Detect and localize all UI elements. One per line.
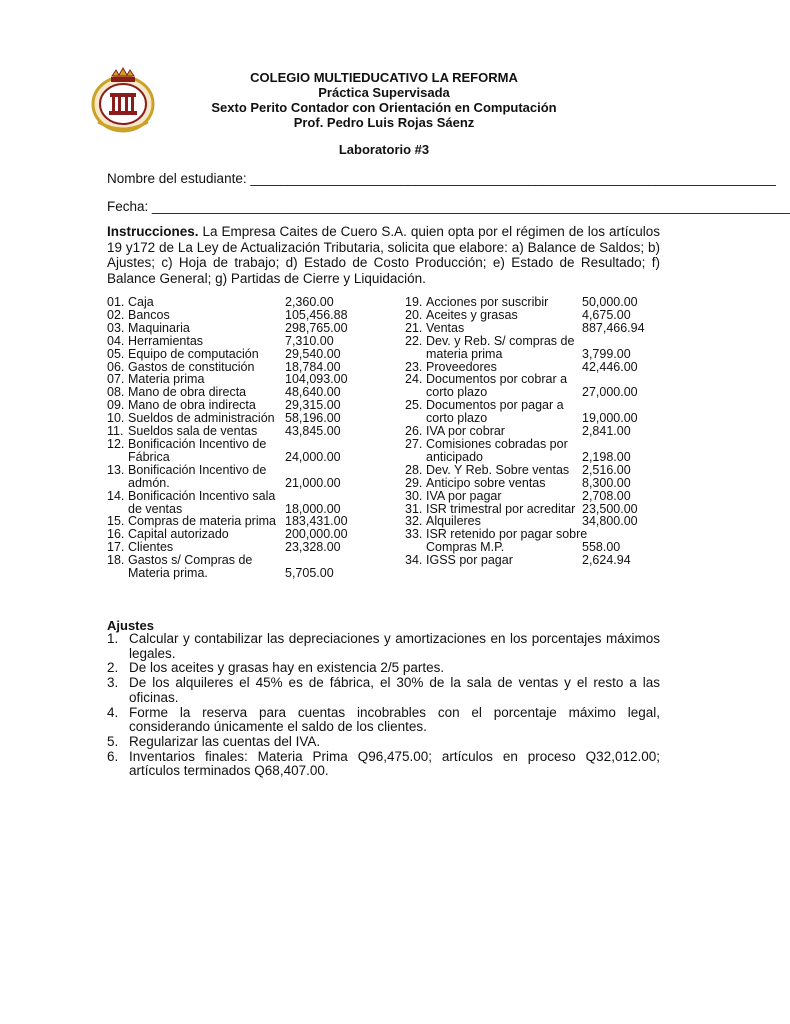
account-name: Bancos: [128, 307, 170, 322]
account-name: IVA por cobrar: [426, 424, 505, 439]
account-row: [405, 464, 685, 477]
school-name: COLEGIO MULTIEDUCATIVO LA REFORMA: [250, 70, 518, 85]
account-number: 20.: [405, 307, 423, 322]
account-name: Alquileres: [426, 514, 481, 529]
account-number: 21.: [405, 320, 423, 335]
account-amount: 2,516.00: [582, 462, 631, 477]
account-name: Comisiones cobradas por anticipado: [426, 436, 568, 464]
account-amount: 200,000.00: [285, 527, 348, 542]
account-name: Mano de obra indirecta: [128, 398, 256, 413]
account-name: Gastos de constitución: [128, 359, 255, 374]
account-amount: 23,500.00: [582, 501, 638, 516]
account-amount: 2,360.00: [285, 295, 334, 309]
account-number: 16.: [107, 527, 125, 542]
ajuste-number: 6.: [107, 748, 119, 764]
account-name: Compras de materia prima: [128, 514, 276, 529]
account-name: Materia prima: [128, 372, 205, 387]
date-field: [107, 199, 790, 214]
account-name: Capital autorizado: [128, 527, 229, 542]
account-row: [405, 438, 685, 464]
student-name-label: Nombre del estudiante:: [107, 171, 247, 186]
ajustes-title: Ajustes: [107, 618, 154, 633]
ajuste-text: De los aceites y grasas hay en existencia 2/5 partes.: [129, 660, 445, 676]
account-row: [107, 348, 397, 361]
account-amount: 29,540.00: [285, 346, 341, 361]
ajuste-item: [107, 735, 660, 750]
ajuste-item: [107, 661, 660, 676]
account-row: [107, 335, 397, 348]
account-number: 34.: [405, 553, 423, 568]
account-amount: 8,300.00: [582, 475, 631, 490]
account-name: Gastos s/ Compras de Materia prima.: [128, 553, 253, 581]
account-name: Dev. Y Reb. Sobre ventas: [426, 462, 570, 477]
account-row: [405, 399, 685, 425]
account-amount: 18,000.00: [285, 501, 341, 516]
account-number: 18.: [107, 553, 125, 568]
account-amount: 298,765.00: [285, 320, 348, 335]
account-row: [405, 528, 685, 554]
document-header: [160, 70, 608, 130]
account-name: Documentos por cobrar a corto plazo: [426, 372, 568, 400]
account-number: 03.: [107, 320, 125, 335]
account-name: Aceites y grasas: [426, 307, 518, 322]
account-name: Equipo de computación: [128, 346, 259, 361]
account-number: 02.: [107, 307, 125, 322]
account-amount: 2,198.00: [582, 449, 631, 464]
account-name: Bonificación Incentivo de Fábrica: [128, 436, 267, 464]
account-amount: 2,624.94: [582, 553, 631, 568]
account-number: 29.: [405, 475, 423, 490]
account-number: 06.: [107, 359, 125, 374]
account-name: Maquinaria: [128, 320, 190, 335]
account-amount: 29,315.00: [285, 398, 341, 413]
account-row: [405, 554, 685, 567]
school-crest-icon: [90, 66, 156, 134]
ajuste-text: Inventarios finales: Materia Prima Q96,475.00; artículos en proceso Q32,012.00; artículos terminados Q68,407.00.: [129, 748, 660, 779]
account-name: Clientes: [128, 540, 174, 555]
ajuste-text: Regularizar las cuentas del IVA.: [129, 733, 321, 749]
account-amount: 5,705.00: [285, 566, 334, 581]
account-number: 25.: [405, 398, 423, 413]
account-name: Dev. y Reb. S/ compras de materia prima: [426, 333, 575, 361]
account-number: 17.: [107, 540, 125, 555]
accounts-list-left: [107, 296, 397, 580]
account-amount: 4,675.00: [582, 307, 631, 322]
account-amount: 50,000.00: [582, 295, 638, 309]
account-amount: 42,446.00: [582, 359, 638, 374]
account-name: IGSS por pagar: [426, 553, 513, 568]
account-amount: 58,196.00: [285, 411, 341, 426]
account-name: IVA por pagar: [426, 488, 502, 503]
instructions-paragraph: [107, 224, 660, 286]
account-amount: 183,431.00: [285, 514, 348, 529]
account-name: Bonificación Incentivo de admón.: [128, 462, 267, 490]
account-amount: 7,310.00: [285, 333, 334, 348]
account-number: 12.: [107, 436, 125, 451]
ajuste-number: 5.: [107, 733, 119, 749]
date-blank: _____________________________________________________________________________________: [152, 199, 790, 214]
account-number: 10.: [107, 411, 125, 426]
account-name: ISR trimestral por acreditar: [426, 501, 576, 516]
account-number: 31.: [405, 501, 423, 516]
account-row: [405, 477, 685, 490]
account-amount: 27,000.00: [582, 385, 638, 400]
teacher-name: Prof. Pedro Luis Rojas Sáenz: [293, 115, 475, 130]
account-number: 15.: [107, 514, 125, 529]
account-amount: 2,841.00: [582, 424, 631, 439]
ajuste-number: 3.: [107, 675, 119, 691]
ajuste-item: [107, 632, 660, 661]
account-amount: 105,456.88: [285, 307, 348, 322]
account-name: Documentos por pagar a corto plazo: [426, 398, 564, 426]
account-amount: 558.00: [582, 540, 621, 555]
account-row: [405, 490, 685, 503]
account-amount: 3,799.00: [582, 346, 631, 361]
account-number: 22.: [405, 333, 423, 348]
ajuste-text: De los alquileres el 45% es de fábrica, el 30% de la sala de ventas y el resto a las oficinas.: [129, 675, 660, 705]
account-row: [107, 464, 397, 490]
account-row: [405, 296, 685, 309]
account-name: Ventas: [426, 320, 465, 335]
account-number: 26.: [405, 424, 423, 439]
account-number: 05.: [107, 346, 125, 361]
account-row: [107, 322, 397, 335]
account-name: Bonificación Incentivo sala de ventas: [128, 488, 276, 516]
account-name: Mano de obra directa: [128, 385, 247, 400]
account-row: [107, 438, 397, 464]
account-amount: 48,640.00: [285, 385, 341, 400]
account-row: [107, 296, 397, 309]
account-row: [107, 554, 397, 580]
account-name: Acciones por suscribir: [426, 295, 549, 309]
ajuste-number: 4.: [107, 704, 119, 720]
ajuste-text: Calcular y contabilizar las depreciaciones y amortizaciones en los porcentajes máximos legales.: [129, 631, 660, 661]
account-number: 04.: [107, 333, 125, 348]
ajuste-number: 2.: [107, 660, 119, 676]
account-amount: 104,093.00: [285, 372, 348, 387]
account-amount: 19,000.00: [582, 411, 638, 426]
account-number: 27.: [405, 436, 423, 451]
account-amount: 34,800.00: [582, 514, 638, 529]
date-label: Fecha:: [107, 199, 149, 214]
account-number: 28.: [405, 462, 423, 477]
account-name: Sueldos sala de ventas: [128, 424, 258, 439]
account-number: 01.: [107, 295, 125, 309]
account-name: Herramientas: [128, 333, 204, 348]
account-name: Caja: [128, 295, 154, 309]
account-name: Anticipo sobre ventas: [426, 475, 546, 490]
account-row: [405, 322, 685, 335]
student-name-field: [107, 171, 776, 186]
course-name: Sexto Perito Contador con Orientación en Computación: [211, 100, 557, 115]
lab-title: Laboratorio #3: [338, 142, 430, 157]
ajuste-item: [107, 676, 660, 705]
account-amount: 24,000.00: [285, 449, 341, 464]
account-number: 33.: [405, 527, 423, 542]
ajuste-number: 1.: [107, 631, 119, 646]
instructions-label: Instrucciones.: [107, 224, 199, 239]
account-number: 11.: [107, 424, 124, 439]
account-number: 09.: [107, 398, 125, 413]
account-row: [107, 309, 397, 322]
account-number: 30.: [405, 488, 423, 503]
account-number: 19.: [405, 295, 423, 309]
practice-title: Práctica Supervisada: [318, 85, 450, 100]
account-name: Sueldos de administración: [128, 411, 275, 426]
account-number: 07.: [107, 372, 125, 387]
accounts-list-right: [405, 296, 685, 567]
account-number: 14.: [107, 488, 125, 503]
account-row: [107, 490, 397, 516]
account-name: Proveedores: [426, 359, 497, 374]
account-amount: 23,328.00: [285, 540, 341, 555]
account-number: 13.: [107, 462, 125, 477]
account-amount: 2,708.00: [582, 488, 631, 503]
account-amount: 43,845.00: [285, 424, 341, 439]
account-number: 23.: [405, 359, 423, 374]
account-row: [405, 309, 685, 322]
student-name-blank: ______________________________________________________________________: [250, 171, 776, 186]
account-number: 32.: [405, 514, 423, 529]
account-amount: 21,000.00: [285, 475, 341, 490]
ajuste-item: [107, 706, 660, 735]
account-number: 08.: [107, 385, 125, 400]
account-row: [405, 335, 685, 361]
ajuste-item: [107, 750, 660, 779]
ajuste-text: Forme la reserva para cuentas incobrables con el porcentaje máximo legal, considerando únicamente el saldo de los clientes.: [129, 704, 660, 735]
account-amount: 887,466.94: [582, 320, 645, 335]
ajustes-list: [107, 632, 660, 779]
account-row: [405, 373, 685, 399]
account-number: 24.: [405, 372, 423, 387]
account-amount: 18,784.00: [285, 359, 341, 374]
instructions-text: La Empresa Caites de Cuero S.A. quien opta por el régimen de los artículos 19 y172 de La Ley de Actualización Tributaria, solicita que elabore: a) Balance de Saldos; b) Ajustes; c) Hoja de trabajo; d) Estado de Costo Producción; e) Estado de Resultado; f) Balance General; g) Partidas de Cierre y Liquidación.: [107, 224, 660, 286]
account-name: ISR retenido por pagar sobre Compras M.P.: [426, 527, 588, 555]
